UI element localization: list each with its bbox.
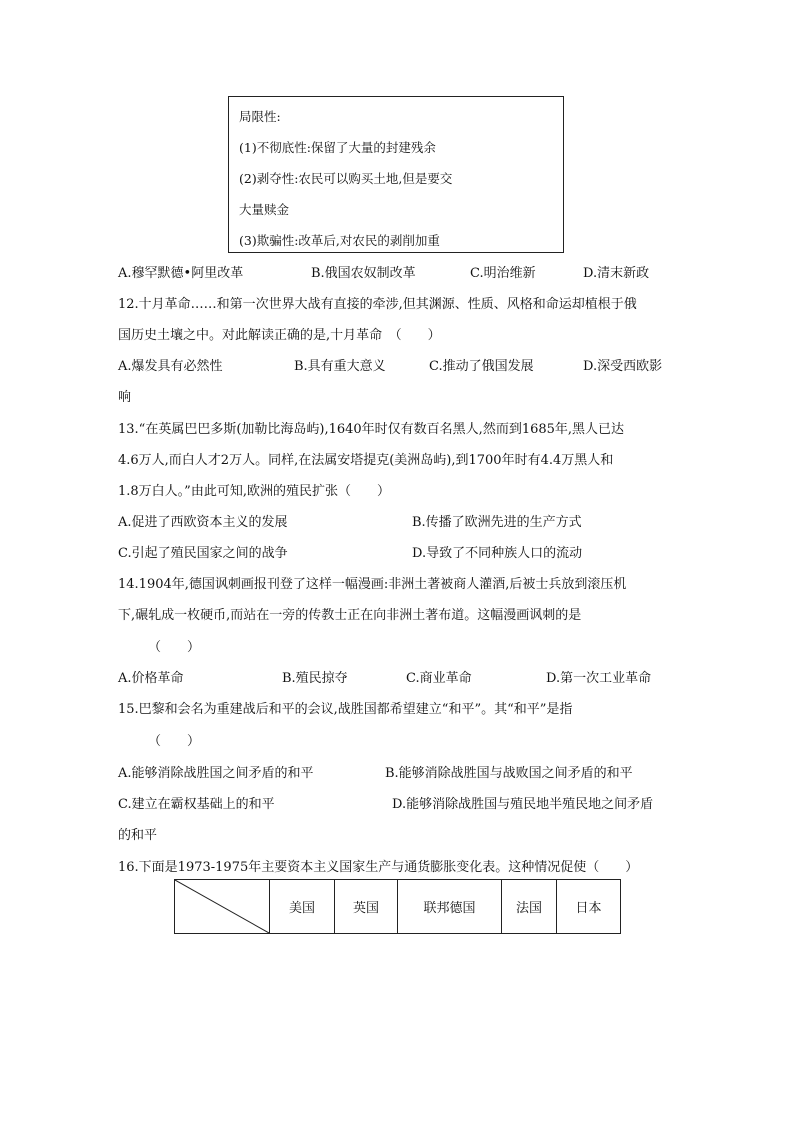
- q12-option-b[interactable]: B.具有重大意义: [294, 359, 386, 374]
- q12-stem: 国历史土壤之中。对此解读正确的是,十月革命 （ ）: [118, 328, 441, 343]
- q14-stem: 下,碾轧成一枚硬币,而站在一旁的传教士正在向非洲土著布道。这幅漫画讽刺的是: [118, 608, 582, 623]
- q14-stem: 14.1904年,德国讽刺画报刊登了这样一幅漫画:非洲土著被商人灌酒,后被士兵放到滚压机: [118, 577, 627, 592]
- table-header-cell: 美国: [269, 880, 334, 933]
- q15-option-c[interactable]: C.建立在霸权基础上的和平: [118, 797, 275, 812]
- q14-answer-blank: （ ）: [148, 640, 201, 655]
- q11-option-d[interactable]: D.清末新政: [583, 266, 650, 281]
- q12-stem: 12.十月革命……和第一次世界大战有直接的牵涉,但其渊源、性质、风格和命运却植根于俄: [118, 297, 637, 312]
- limitations-box: [228, 96, 564, 253]
- table-corner-diagonal: [175, 880, 269, 933]
- q13-option-c[interactable]: C.引起了殖民国家之间的战争: [118, 546, 288, 561]
- box-line: (3)欺骗性:改革后,对农民的剥削加重: [239, 233, 440, 248]
- q14-option-b[interactable]: B.殖民掠夺: [282, 671, 348, 686]
- q11-option-c[interactable]: C.明治维新: [470, 266, 536, 281]
- table-header-cell: 法国: [501, 880, 556, 933]
- box-line: (2)剥夺性:农民可以购买土地,但是要交: [239, 171, 453, 186]
- q15-option-d[interactable]: D.能够消除战胜国与殖民地半殖民地之间矛盾: [392, 797, 654, 812]
- q13-option-d[interactable]: D.导致了不同种族人口的流动: [412, 546, 583, 561]
- q15-option-b[interactable]: B.能够消除战胜国与战败国之间矛盾的和平: [385, 766, 633, 781]
- q16-stem: 16.下面是1973-1975年主要资本主义国家生产与通货膨胀变化表。这种情况促使（ ）: [118, 860, 639, 875]
- q11-option-a[interactable]: A.穆罕默德•阿里改革: [118, 266, 244, 281]
- q14-option-a[interactable]: A.价格革命: [118, 671, 184, 686]
- q12-option-wrap: 响: [118, 390, 132, 405]
- table-header-cell: 联邦德国: [397, 880, 501, 933]
- q15-answer-blank: （ ）: [148, 734, 201, 749]
- table-header-cell: 日本: [556, 880, 620, 933]
- q16-table: [174, 879, 621, 934]
- q13-stem: 1.8万白人。”由此可知,欧洲的殖民扩张（ ）: [118, 484, 390, 499]
- q15-stem: 15.巴黎和会名为重建战后和平的会议,战胜国都希望建立“和平”。其“和平”是指: [118, 702, 573, 717]
- q15-option-wrap: 的和平: [118, 828, 158, 843]
- q12-option-a[interactable]: A.爆发具有必然性: [118, 359, 223, 374]
- q13-option-b[interactable]: B.传播了欧洲先进的生产方式: [412, 515, 582, 530]
- table-header-cell: 英国: [334, 880, 397, 933]
- box-line: 局限性:: [239, 109, 281, 124]
- q13-option-a[interactable]: A.促进了西欧资本主义的发展: [118, 515, 288, 530]
- q13-stem: 13.“在英属巴巴多斯(加勒比海岛屿),1640年时仅有数百名黑人,然而到1685年,黑人已达: [118, 422, 625, 437]
- box-line: 大量赎金: [239, 202, 290, 217]
- q12-option-c[interactable]: C.推动了俄国发展: [429, 359, 534, 374]
- q14-option-d[interactable]: D.第一次工业革命: [546, 671, 652, 686]
- q11-option-b[interactable]: B.俄国农奴制改革: [311, 266, 416, 281]
- q15-option-a[interactable]: A.能够消除战胜国之间矛盾的和平: [118, 766, 314, 781]
- box-line: (1)不彻底性:保留了大量的封建残余: [239, 140, 436, 155]
- q14-option-c[interactable]: C.商业革命: [406, 671, 472, 686]
- q13-stem: 4.6万人,而白人才2万人。同样,在法属安塔提克(美洲岛屿),到1700年时有4.4万黑人和: [118, 453, 614, 468]
- q12-option-d[interactable]: D.深受西欧影: [583, 359, 663, 374]
